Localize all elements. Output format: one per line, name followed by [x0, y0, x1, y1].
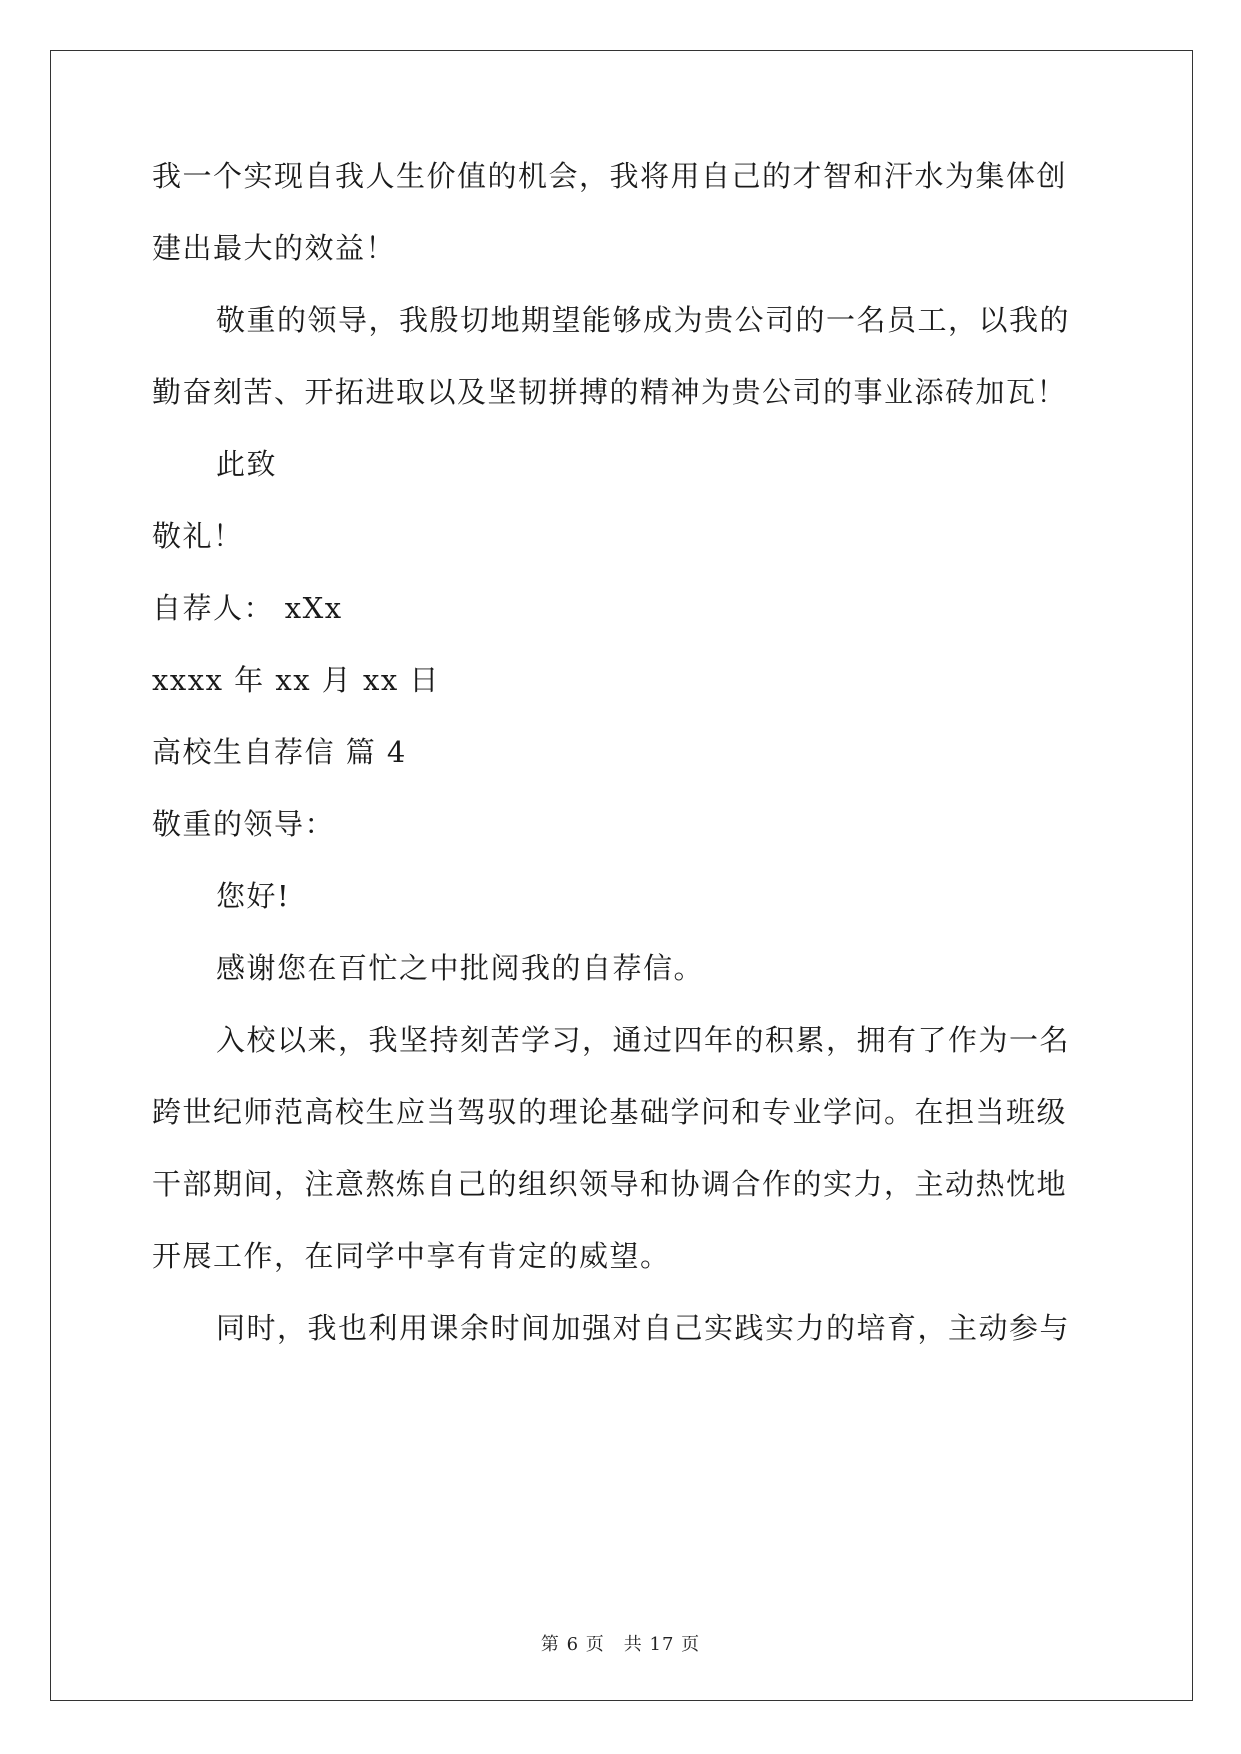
text-line: 我一个实现自我人生价值的机会，我将用自己的才智和汗水为集体创 [152, 159, 1068, 193]
text-line: 入校以来，我坚持刻苦学习，通过四年的积累，拥有了作为一名 [216, 1023, 1071, 1057]
salutation: 敬重的领导： [152, 807, 336, 841]
page-border [50, 50, 1193, 1701]
text-line: 感谢您在百忙之中批阅我的自荐信。 [216, 951, 705, 985]
text-line: 同时，我也利用课余时间加强对自己实践实力的培育，主动参与 [216, 1311, 1071, 1345]
text-line: 勤奋刻苦、开拓进取以及坚韧拼搏的精神为贵公司的事业添砖加瓦！ [152, 375, 1068, 409]
salutation-close: 敬礼！ [152, 519, 244, 553]
signature-line: 自荐人： xXx [152, 591, 343, 625]
page-number: 第 6 页 共 17 页 [540, 1634, 701, 1655]
date-line: xxxx 年 xx 月 xx 日 [152, 663, 440, 697]
text-line: 建出最大的效益！ [152, 231, 397, 265]
text-line: 跨世纪师范高校生应当驾驭的理论基础学问和专业学问。在担当班级 [152, 1095, 1068, 1129]
text-line: 开展工作，在同学中享有肯定的威望。 [152, 1239, 671, 1273]
text-line: 干部期间，注意熬炼自己的组织领导和协调合作的实力，主动热忱地 [152, 1167, 1068, 1201]
section-heading: 高校生自荐信 篇 4 [152, 735, 407, 769]
greeting: 您好! [216, 879, 291, 913]
closing-phrase: 此致 [216, 447, 278, 481]
text-line: 敬重的领导，我殷切地期望能够成为贵公司的一名员工，以我的 [216, 303, 1071, 337]
